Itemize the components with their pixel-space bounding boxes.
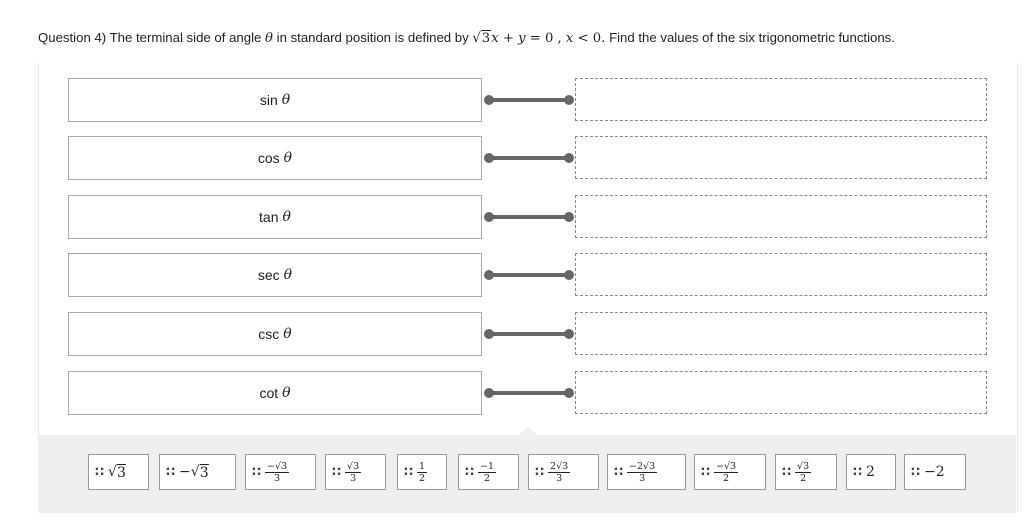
question-text [38, 28, 1018, 49]
prompt-fn: cos [257, 150, 280, 166]
connector [484, 153, 574, 163]
frac-den: 2 [723, 472, 730, 484]
frac-den: 2 [800, 472, 807, 484]
connector-line [488, 156, 568, 160]
eq-plus: + [498, 31, 519, 46]
frac-den: 3 [350, 472, 357, 484]
prompt-var: θ [281, 92, 291, 108]
sqrt-arg: 3 [481, 31, 491, 46]
choice-fraction [265, 461, 289, 484]
connector-line [488, 332, 568, 336]
choice-sqrt3[interactable] [88, 454, 149, 490]
prompt-fn: sec [257, 267, 280, 283]
choice-fraction [548, 461, 570, 484]
match-row-tan [39, 195, 1017, 239]
drop-target-cos[interactable] [575, 136, 987, 179]
grip-dots-icon: ∷ [911, 464, 919, 480]
choice-fraction [714, 461, 738, 484]
grip-dots-icon: ∷ [332, 464, 340, 480]
grip-dots-icon: ∷ [95, 464, 103, 480]
connector-dot-right [564, 388, 574, 398]
drop-target-tan[interactable] [575, 195, 987, 238]
question-suffix: Find the values of the six trigonometric functions. [609, 30, 895, 45]
question-theta: θ [265, 31, 273, 46]
connector-dot-left [484, 95, 494, 105]
frac-num: −√3 [267, 460, 288, 472]
prompt-sin [68, 78, 482, 122]
choice-1-over-2[interactable] [397, 454, 447, 490]
prompt-csc [68, 312, 482, 356]
prompt-fn: csc [258, 326, 280, 342]
prompt-cos [68, 136, 482, 180]
match-row-cos [39, 136, 1017, 180]
grip-dots-icon: ∷ [252, 464, 260, 480]
frac-num: √3 [347, 460, 360, 472]
prompt-sec [68, 253, 482, 297]
choice-neg-sqrt3-over-3[interactable] [245, 454, 316, 490]
connector [484, 212, 574, 222]
frac-den: 2 [419, 472, 426, 484]
grip-dots-icon: ∷ [614, 464, 622, 480]
grip-dots-icon: ∷ [535, 464, 543, 480]
sqrt-symbol: √ [472, 31, 481, 46]
match-row-sec [39, 253, 1017, 297]
grip-dots-icon: ∷ [701, 464, 709, 480]
grip-dots-icon: ∷ [853, 464, 861, 480]
frac-num: −1 [480, 460, 495, 472]
prompt-cot [68, 371, 482, 415]
choice-neg-1-over-2[interactable] [458, 454, 519, 490]
connector-dot-right [564, 95, 574, 105]
connector-dot-right [564, 153, 574, 163]
connector-dot-left [484, 212, 494, 222]
choice-sqrt3-over-3[interactable] [325, 454, 386, 490]
frac-num: 1 [419, 460, 426, 472]
frac-num: √3 [797, 460, 810, 472]
choice-2[interactable] [846, 454, 896, 490]
connector-line [488, 391, 568, 395]
choice-sqrt: 3 [199, 464, 209, 481]
prompt-fn: cot [259, 385, 279, 401]
choice-sqrt3-over-2[interactable] [775, 454, 837, 490]
answer-tray [38, 435, 1016, 513]
choice-fraction [417, 461, 427, 484]
choice-neg-sqrt3[interactable] [159, 454, 236, 490]
choice-2sqrt3-over-3[interactable] [528, 454, 599, 490]
prompt-var: θ [283, 267, 293, 283]
connector [484, 388, 574, 398]
connector-dot-left [484, 329, 494, 339]
frac-num: 2√3 [550, 460, 569, 472]
eq-x: x [491, 31, 499, 46]
frac-den: 3 [639, 472, 646, 484]
match-row-sin [39, 78, 1017, 122]
prompt-var: θ [282, 385, 291, 401]
prompt-fn: sin [259, 92, 278, 108]
eq-equals: = 0 , [525, 31, 566, 46]
frac-den: 2 [484, 472, 491, 484]
choice-fraction [345, 461, 361, 484]
choice-fraction [795, 461, 811, 484]
choice-sqrt: 3 [116, 464, 126, 481]
prompt-var: θ [283, 326, 292, 342]
grip-dots-icon: ∷ [782, 464, 790, 480]
grip-dots-icon: ∷ [166, 464, 174, 480]
frac-den: 3 [556, 472, 563, 484]
choice-fraction [627, 461, 657, 484]
grip-dots-icon: ∷ [404, 464, 412, 480]
choice-sign: − [179, 464, 191, 480]
frac-den: 3 [274, 472, 281, 484]
grip-dots-icon: ∷ [465, 464, 473, 480]
choice-value: −2 [924, 464, 945, 480]
connector [484, 95, 574, 105]
choice-value: √ 3 [108, 464, 126, 481]
prompt-var: θ [283, 150, 293, 166]
connector-dot-right [564, 329, 574, 339]
choice-neg-sqrt3-over-2[interactable] [694, 454, 766, 490]
connector-dot-left [484, 270, 494, 280]
connector-dot-right [564, 270, 574, 280]
choice-value: − √ 3 [179, 464, 209, 481]
eq-y: y [518, 31, 526, 46]
choice-neg-2[interactable] [904, 454, 966, 490]
frac-num: −√3 [716, 460, 737, 472]
connector [484, 329, 574, 339]
connector-dot-left [484, 388, 494, 398]
prompt-var: θ [282, 209, 291, 225]
drop-target-csc[interactable] [575, 312, 987, 355]
match-row-cot [39, 371, 1017, 415]
equation-sqrt [472, 28, 491, 49]
drop-target-cot[interactable] [575, 371, 987, 414]
question-mid: in standard position is defined by [276, 30, 469, 45]
eq-x2: x [565, 31, 574, 46]
frac-num: −2√3 [629, 460, 656, 472]
question-prefix: Question 4) The terminal side of angle [38, 30, 262, 45]
connector-line [488, 273, 568, 277]
connector-dot-left [484, 153, 494, 163]
choice-neg-2sqrt3-over-3[interactable] [607, 454, 686, 490]
prompt-fn: tan [259, 209, 279, 225]
connector-dot-right [564, 212, 574, 222]
prompt-tan [68, 195, 482, 239]
connector-line [488, 98, 568, 102]
choice-value: 2 [866, 464, 875, 480]
tray-caret [518, 426, 538, 436]
connector-line [488, 215, 568, 219]
connector [484, 270, 574, 280]
drop-target-sec[interactable] [575, 253, 987, 296]
drop-target-sin[interactable] [575, 78, 987, 121]
eq-lt: < 0. [573, 31, 606, 46]
match-row-csc [39, 312, 1017, 356]
choice-fraction [478, 461, 496, 484]
